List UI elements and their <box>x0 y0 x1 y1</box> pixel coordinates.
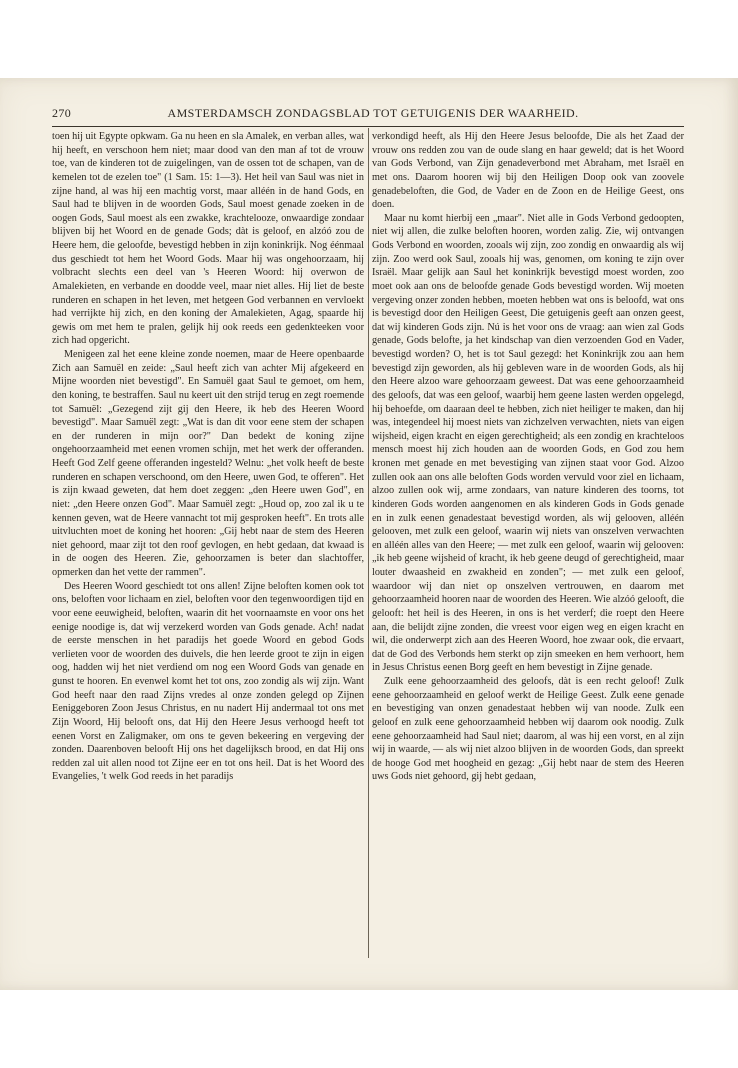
page-number: 270 <box>52 106 72 120</box>
page-header <box>52 106 684 122</box>
left-column <box>52 130 364 958</box>
paragraph: Maar nu komt hierbij een „maar". Niet alle in Gods Verbond gedoopten, niet wij allen, die zulke beloften hooren, worden zalig. Zie, wij ontvangen Gods Verbond en woorden, zooals wij zijn, zoo zondig en onwaardig als wij zijn. Zoo werd ook Saul, zooals hij was, genomen, om koning te zijn over Israël. Maar gelijk aan Saul het koninkrijk bevestigd moest worden, zoo moet ook aan ons de beloofde genade Gods bevestigd worden. Wij moeten vergeving onzer zonden hebben, moeten hebben wat ons is beloofd, wat ons is bevestigd door den Heiligen Geest, Die getuigenis geeft aan onzen geest, dat wij kinderen Gods zijn. Nú is het voor ons de vraag: aan wien zal Gods genade, Gods belofte, ja het kindschap van dien verzoenden God en Vader, bevestigd worden? O, het is tot Saul gezegd: het Koninkrijk zou aan hem bevestigd zijn geworden, als hij gebleven ware in de woorden Gods, als hij den Heere alzoo ware gehoorzaam geweest. Dat was eene gehoorzaamheid des geloofs, dat was een geloof, waarbij hem geene lasten werden opgelegd, hij behoefde, om daaraan deel te hebben, zich niet heiliger te maken, dan hij was, integendeel hij moest niets van zichzelven verwachten, niets van eigen wijsheid, eigen kracht en eigen gerechtigheid; als een zondig en krachteloos mensch moest hij zich houden aan de woorden Gods, en God zou hem kronen met genade en met bevestiging van zijnen staat voor God. Alzoo zullen ook aan ons alle beloften Gods worden vervuld voor ziel en lichaam, alzoo zullen ook wij, arme zondaars, van nature kinderen des toorns, tot kinderen Gods worden aangenomen en als kinderen Gods in Gods genade en in zulk eenen genadestaat bevestigd worden, als wij gelooven, alléén gelooven, met zulk een geloof, waarin wij niets van onszelven verwachten en alléén alles van den Heere; — met zulk een geloof, waarin wij gelooven: „ik heb geene wijsheid of kracht, ik heb geene deugd of gerechtigheid, maar louter dwaasheid en zwakheid en zonden"; — met zulk een geloof, waardoor wij dan niet op onszelven vertrouwen, en daarom met gehoorzaamheid hooren naar de woorden des Heeren. Wie alzóó gelooft, die gelooft: het heil is des Heeren, in ons is het verderf; die roept den Heere aan, die belijdt zijne zonden, die vreest voor eigen weg en eigen kracht en wil, die onderwerpt zich aan des Heeren Woord, hoe zwaar ook, die ervaart, dat de God des Verbonds hem sterkt op zijn smeeken en hem verhoort, hem in Jesus Christus eenen Borg geeft en hem bevestigt in Zijne genade. <box>372 212 684 674</box>
right-column <box>372 130 684 958</box>
column-divider <box>368 128 369 958</box>
paragraph: toen hij uit Egypte opkwam. Ga nu heen en sla Amalek, en verban alles, wat hij heeft, en verschoon hem niet; maar dood van den man af tot de vrouw toe, van de kinderen tot de zuigelingen, van de ossen tot de schapen, van de kemelen tot de ezelen toe" (1 Sam. 15: 1—3). Het heil van Saul was niet in zijne hand, al was hij een machtig vorst, maar alléén in de hand Gods, en Saul had te blijven in de woorden Gods, Saul moest genade zoeken in de oogen Gods, Saul moest als een zwakke, krachtelooze, onwaardige zondaar blijven bij het Woord en de genade Gods; dàt is geloof, en alzóó zou de Heere hem, die geloofde, bevestigd hebben in zijn koninkrijk. Nog éénmaal dus geschiedt tot hem het Woord Gods. Maar hij was ongehoorzaam, hij volbracht slechts een deel van 's Heeren Woord: hij overwon de Amalekieten, en verbande en doodde veel, maar niet alles. Hij liet de beste runderen en schapen in het leven, met hetgeen God verbannen en vervloekt had verrijkte hij zich, en den koning der Amalekieten, Agag, spaarde hij gewis om met hem te pralen, gelijk hij ook reeds een gedenkteeken voor zich had opgericht. <box>52 131 364 347</box>
paragraph: verkondigd heeft, als Hij den Heere Jesus beloofde, Die als het Zaad der vrouw ons redden zou van de oude slang en haar geweld; dat is het Woord van Gods Verbond, van Zijn genadeverbond met Abraham, met Israël en met ons. Daarom hooren wij bij den Heiligen Doop ook van zoovele genadebeloften, die God, de Vader en de Zoon en de Heilige Geest, ons doen. <box>372 131 684 211</box>
paragraph: Des Heeren Woord geschiedt tot ons allen! Zijne beloften komen ook tot ons, beloften voor lichaam en ziel, beloften voor den tegenwoordigen tijd en voor eene eeuwigheid, beloften, waarin dit het voornaamste en voor ons het eenige noodige is, dat wij verzekerd worden van Gods genade. Ach! nadat de eerste menschen in het paradijs het goede Woord en gebod Gods verlieten voor de woorden des duivels, die hen leerde groot te zijn in eigen oog, hadden wij het niet verdiend om nog een Woord Gods van genade en gunst te hooren. En evenwel komt het tot ons, zoo zondig als wij zijn. Want God heeft naar den raad Zijns vredes al onze zonden gelegd op Zijnen Eeniggeboren Zoon Jesus Christus, en nu nadert Hij andermaal tot ons met Zijn Woord, Hij belooft ons, dat Hij den Heere Jesus verhoogd heeft tot eenen Vorst en Zaligmaker, om ons te geven bekeering en vergeving der zonden. Daarenboven belooft Hij ons het dagelijksch brood, en dat Hij ons redden zal uit allen nood tot Zijne eer en tot ons heil. Dat is het Woord des Evangelies, 't welk God reeds in het paradijs <box>52 580 364 783</box>
header-rule <box>52 126 684 127</box>
paragraph: Zulk eene gehoorzaamheid des geloofs, dàt is een recht geloof! Zulk eene gehoorzaamheid en geloof werkt de Heilige Geest. Zulk eene genade en bevestiging van onzen genadestaat hebben wij van noode. Zulk een geloof en zulk eene gehoorzaamheid hebben wij daarom ook noodig. Zulk eene gehoorzaamheid had Saul niet; daarom, al was hij een vorst, en al zijn wij in waarde, — als wij niet alzoo blijven in de woorden Gods, dan spreekt de hooge God met hoogheid en gezag: „Gij hebt naar de stem des Heeren uws Gods niet gehoord, gij hebt gedaan, <box>372 676 684 783</box>
paragraph: Menigeen zal het eene kleine zonde noemen, maar de Heere openbaarde Zich aan Samuël en zeide: „Saul heeft zich van achter Mij afgekeerd en Mijne woorden niet bevestigd". En Samuël gaat Saul te gemoet, om hem, den koning, te bestraffen. Saul nu keert uit den strijd terug en zegt roemende tot Samuël: „Gezegend zijt gij den Heere, ik heb des Heeren Woord bevestigd". Maar Samuël zegt: „Wat is dan dit voor eene stem der schapen en der runderen in mijn oor?" Dan bedekt de koning zijne ongehoorzaamheid met eenen vromen schijn, met het werk der offeranden. Heeft God Zelf geene offeranden ingesteld? Welnu: „het volk heeft de beste runderen en schapen verschoond, om den Heere, uwen God, te offeren". Het is zijn kwaad geweten, dat hem doet zeggen: „den Heere uwen God", en niet: „den Heere onzen God". Maar Samuël zegt: „Houd op, zoo zal ik u te kennen geven, wat de Heere vannacht tot mij gesproken heeft". En trots alle uitvluchten moet de koning het hooren: „Gij hebt naar de stem des Heeren niet gehoord, maar zijt tot den roof gevlogen, en hebt gedaan, dat kwaad is in de oogen des Heeren. Zie, gehoorzamen is beter dan slachtoffer, opmerken dan het vette der rammen". <box>52 349 364 578</box>
running-title: AMSTERDAMSCH ZONDAGSBLAD TOT GETUIGENIS DER WAARHEID. <box>167 106 579 120</box>
